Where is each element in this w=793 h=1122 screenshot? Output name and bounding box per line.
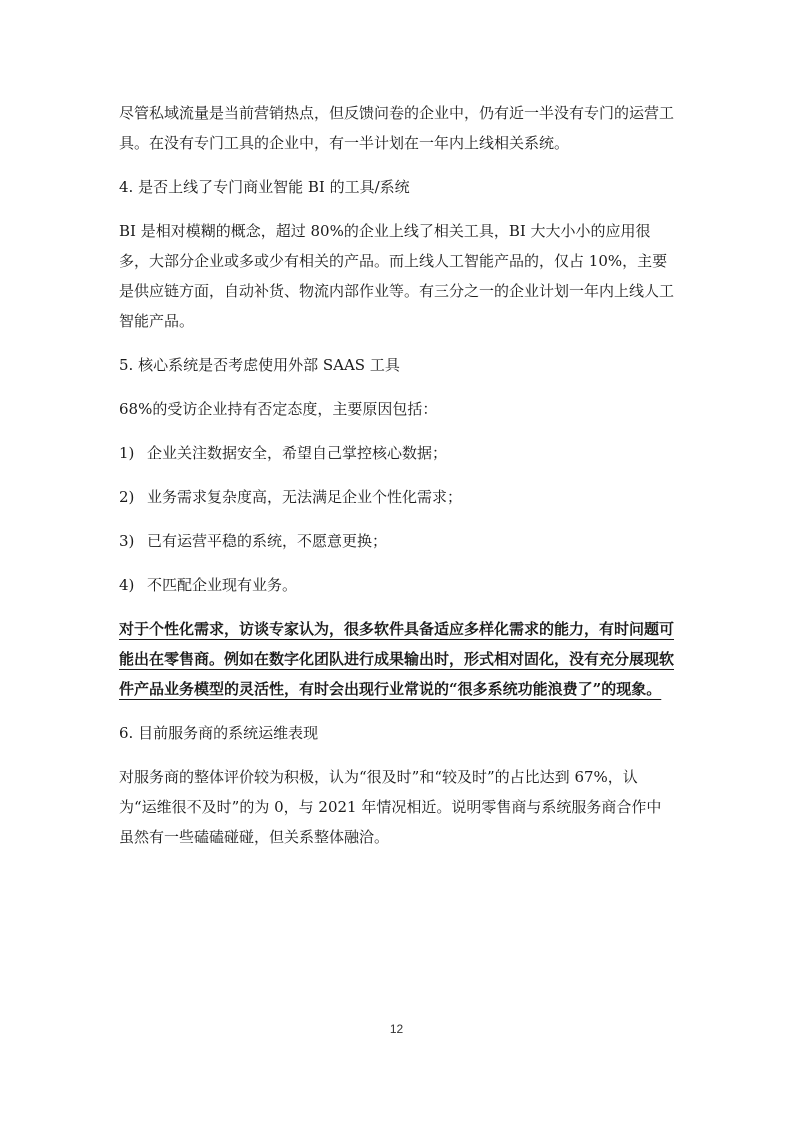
highlight-paragraph: 对于个性化需求，访谈专家认为，很多软件具备适应多样化需求的能力，有时问题可能出在零售商。例如在数字化团队进行成果输出时，形式相对固化，没有充分展现软件产品业务模型的灵活性，有时会出现行业常说的“很多系统功能浪费了”的现象。 [119,620,675,698]
list-text: 已有运营平稳的系统，不愿意更换； [147,532,388,550]
section-heading-5: 5. 核心系统是否考虑使用外部 SAAS 工具 [119,356,400,374]
list-number: 4) [119,576,135,594]
list-number: 2) [119,488,135,506]
list-item [119,438,675,468]
paragraph-service-evaluation: 对服务商的整体评价较为积极，认为“很及时”和“较及时”的占比达到 67%，认为“运维很不及时”的为 0，与 2021 年情况相近。说明零售商与系统服务商合作中虽然有一些磕磕碰碰，但关系整体融洽。 [119,768,662,846]
list-item [119,570,675,600]
section-heading-6: 6. 目前服务商的系统运维表现 [119,724,319,742]
list-item [119,526,675,556]
list-number: 1) [119,444,135,462]
document-body [119,98,675,852]
list-item [119,482,675,512]
list-number: 3) [119,532,135,550]
paragraph-bi: BI 是相对模糊的概念，超过 80%的企业上线了相关工具，BI 大大小小的应用很多，大部分企业或多或少有相关的产品。而上线人工智能产品的，仅占 10%，主要是供应链方面，自动补货、物流内部作业等。有三分之一的企业计划一年内上线人工智能产品。 [119,222,675,330]
list-text: 企业关注数据安全，希望自己掌控核心数据； [147,444,448,462]
list-text: 业务需求复杂度高，无法满足企业个性化需求； [147,488,463,506]
list-text: 不匹配企业现有业务。 [147,576,298,594]
section-heading-4: 4. 是否上线了专门商业智能 BI 的工具/系统 [119,178,410,196]
paragraph-saas-stat: 68%的受访企业持有否定态度，主要原因包括： [119,400,438,418]
paragraph-private-traffic: 尽管私域流量是当前营销热点，但反馈问卷的企业中，仍有近一半没有专门的运营工具。在没有专门工具的企业中，有一半计划在一年内上线相关系统。 [119,104,675,152]
page-number: 12 [389,1022,404,1036]
